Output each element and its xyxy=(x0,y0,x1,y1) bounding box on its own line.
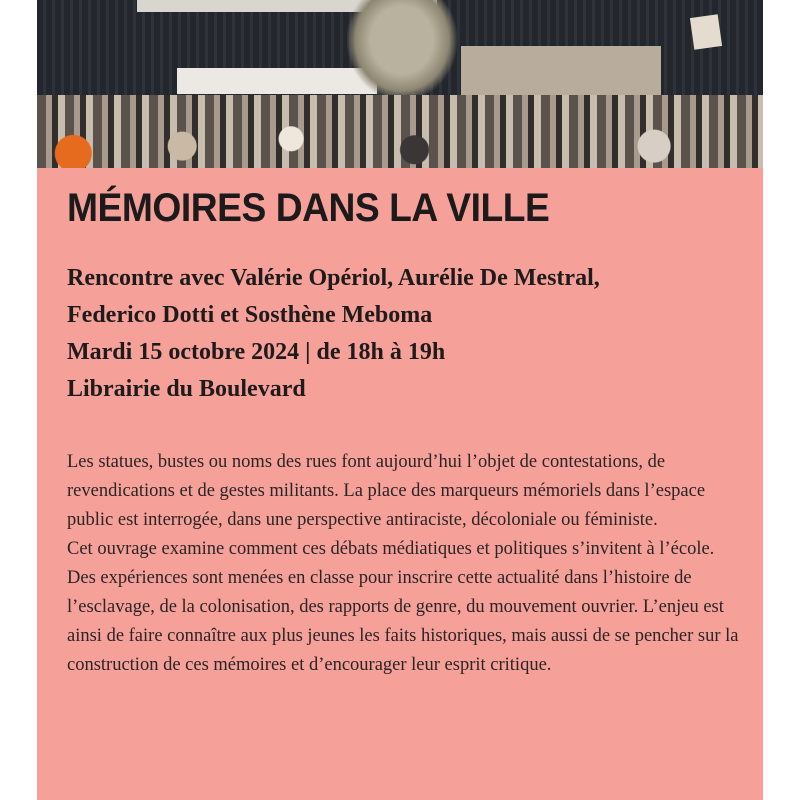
photo-statue xyxy=(347,0,457,100)
content-panel xyxy=(37,168,763,800)
event-date-time: Mardi 15 octobre 2024 | de 18h à 19h xyxy=(67,339,446,365)
speakers-line-1: Rencontre avec Valérie Opériol, Aurélie De Mestral, xyxy=(67,265,600,291)
description-paragraph-1: Les statues, bustes ou noms des rues font aujourd’hui l’objet de contestations, de revendications et de gestes militants. La place des marqueurs mémoriels dans l’espace public est interrogée, dans une perspective antiraciste, décoloniale ou féministe. xyxy=(67,452,706,530)
photo-protest-placard xyxy=(690,14,722,50)
event-details xyxy=(67,260,600,408)
event-poster xyxy=(37,0,763,800)
event-title: MÉMOIRES DANS LA VILLE xyxy=(67,186,550,230)
header-photo xyxy=(37,0,763,168)
photo-crowd xyxy=(37,95,763,168)
description-paragraph-2: Cet ouvrage examine comment ces débats médiatiques et politiques s’invitent à l’école. Des expériences sont menées en classe pour inscrire cette actualité dans l’histoire de l’esclavage, de la colonisation, des rapports de genre, du mouvement ouvrier. L’enjeu est ainsi de faire connaître aux plus jeunes les faits historiques, mais aussi de se pencher sur la construction de ces mémoires et d’encourager leur esprit critique. xyxy=(67,539,739,675)
event-venue: Librairie du Boulevard xyxy=(67,376,306,402)
event-description xyxy=(67,448,747,680)
speakers-line-2: Federico Dotti et Sosthène Meboma xyxy=(67,302,433,328)
